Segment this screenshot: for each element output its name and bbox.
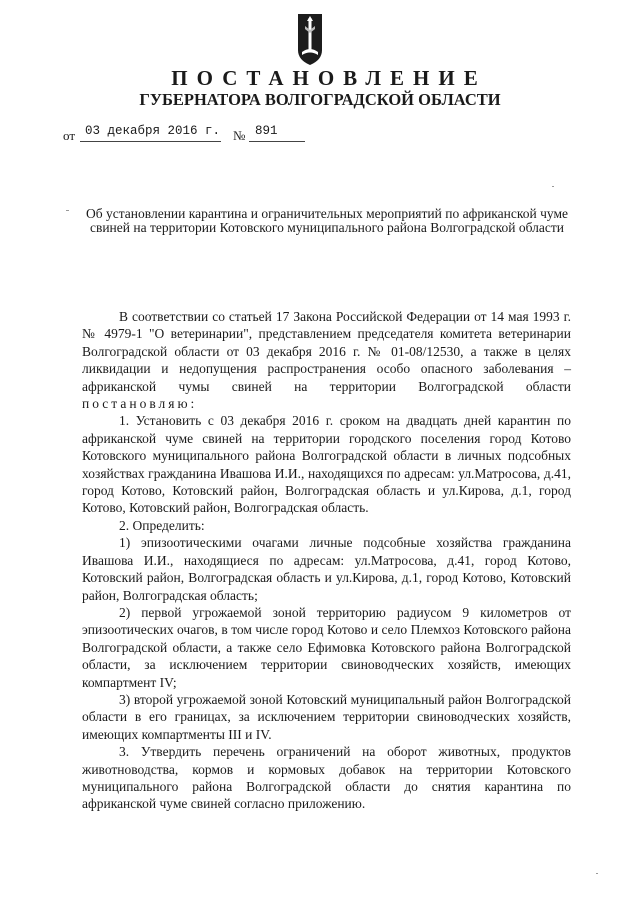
body-paragraph-2: 2. Определить: [119, 517, 205, 533]
body-intro: В соответствии со статьей 17 Закона Российской Федерации от 14 мая 1993 г. № 4979-1 "О ветеринарии", представлением председателя комитета ветеринарии Волгоградской области от 03 декабря 2016 г. № 01-08/12530, а также в целях ликвидации и недопущения распространения особо опасного заболевания – африканской чумы свиней на территории Волгоградской области постановляю: [82, 309, 571, 412]
body-paragraph-2-3: 3) второй угрожаемой зоной Котовский муниципальный район Волгоградской области в его границах, за исключением территории свиноводческих хозяйств, имеющих компартменты III и IV. [82, 691, 571, 742]
date-value: 03 декабря 2016 г. [85, 124, 221, 138]
number-label: № [233, 128, 246, 143]
number-underline [249, 141, 305, 142]
document-subject: Об установлении карантина и ограничительных мероприятий по африканской чуме свиней на территории Котовского муниципального района Волгоградской области [86, 206, 568, 235]
body-paragraph-2-1: 1) эпизоотическими очагами личные подсобные хозяйства гражданина Ивашова И.И., находящиеся по адресам: ул.Матросова, д.41, город Котово, Котовский район, Волгоградская область и ул.Кирова, д.1, город Котово, Котовский район, Волгоградская область; [82, 535, 571, 603]
body-paragraph-2-2: 2) первой угрожаемой зоной территорию радиусом 9 километров от эпизоотических очагов, в том числе город Котово и село Племхоз Котовского района Волгоградской области, а также село Ефимовка Котовского района Волгоградской области, за исключением территории свиноводческих хозяйств, имеющих компартмент IV; [82, 604, 571, 690]
coat-of-arms-emblem [296, 12, 324, 66]
document-body [82, 308, 571, 813]
decree-word: постановляю: [82, 396, 198, 412]
scan-speck [596, 873, 598, 874]
body-paragraph-1: 1. Установить с 03 декабря 2016 г. сроком на двадцать дней карантин по африканской чуме свиней на территории городского поселения город Котово Котовского муниципального района Волгоградской области в личных подсобных хозяйствах гражданина Ивашова И.И., находящихся по адресам: ул.Матросова, д.41, город Котово, Котовский район, Волгоградская область и ул.Кирова, д.1, город Котово, Котовский район, Волгоградская область. [82, 413, 571, 516]
date-label: от [63, 128, 76, 143]
document-meta [63, 124, 363, 146]
number-value: 891 [255, 124, 278, 138]
date-underline [80, 141, 221, 142]
scan-speck [552, 186, 554, 187]
document-subtitle: ГУБЕРНАТОРА ВОЛГОГРАДСКОЙ ОБЛАСТИ [139, 90, 501, 109]
scan-speck [66, 210, 69, 211]
body-paragraph-3: 3. Утвердить перечень ограничений на оборот животных, продуктов животноводства, кормов и кормовых добавок на территории Котовского муниципального района Волгоградской области до снятия карантина по африканской чуме свиней согласно приложению. [82, 744, 571, 812]
document-title: ПОСТАНОВЛЕНИЕ [171, 66, 487, 90]
